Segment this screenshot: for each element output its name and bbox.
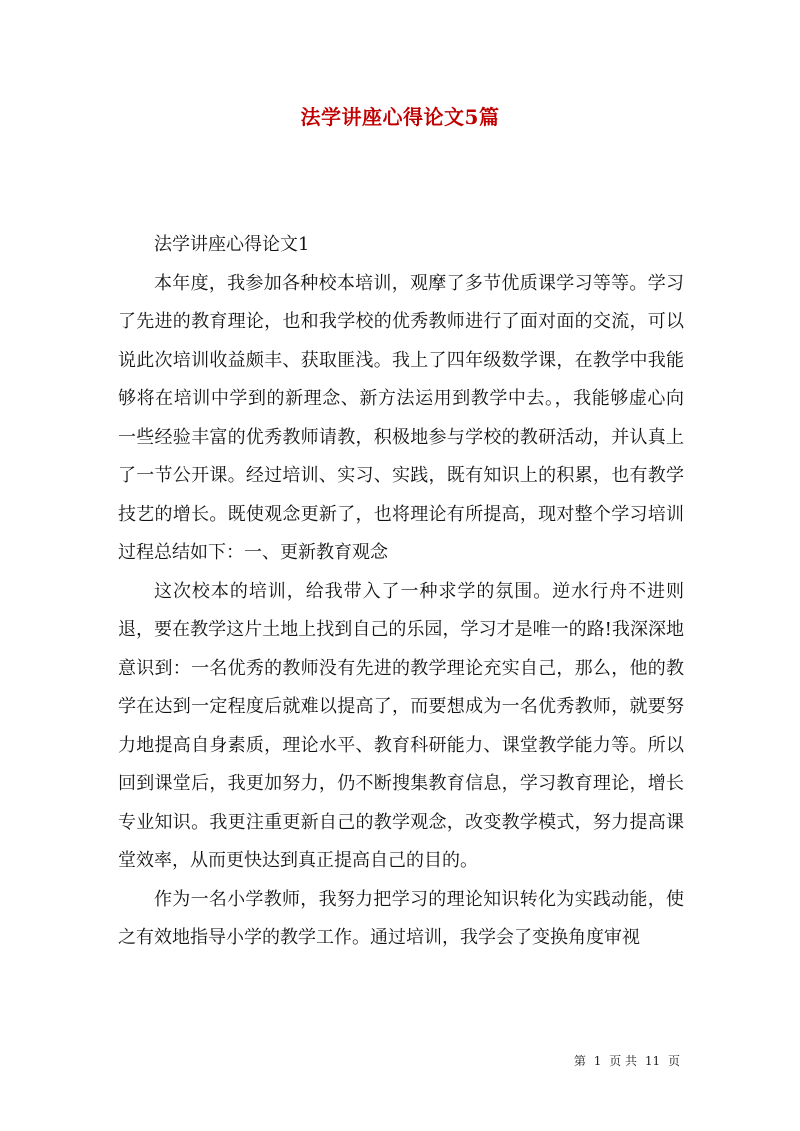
paragraph-1: 本年度，我参加各种校本培训，观摩了多节优质课学习等等。学习了先进的教育理论，也和我学校的优秀教师进行了面对面的交流，可以说此次培训收益颇丰、获取匪浅。我上了四年级数学课，在教学中我能够将在培训中学到的新理念、新方法运用到教学中去。，我能够虚心向一些经验丰富的优秀教师请教，积极地参与学校的教研活动，并认真上了一节公开课。经过培训、实习、实践，既有知识上的积累，也有教学技艺的增长。既使观念更新了，也将理论有所提高，现对整个学习培训过程总结如下：一、更新教育观念 <box>118 272 684 563</box>
paragraph-3: 作为一名小学教师，我努力把学习的理论知识转化为实践动能，使之有效地指导小学的教学工作。通过培训，我学会了变换角度审视 <box>118 888 684 948</box>
current-page-number: 1 <box>593 1054 602 1068</box>
section-heading: 法学讲座心得论文1 <box>154 234 310 255</box>
document-body <box>118 226 684 958</box>
paragraph-2: 这次校本的培训，给我带入了一种求学的氛围。逆水行舟不进则退，要在教学这片土地上找到自己的乐园，学习才是唯一的路!我深深地意识到：一名优秀的教师没有先进的教学理论充实自己，那么，他的教学在达到一定程度后就难以提高了，而要想成为一名优秀教师，就要努力地提高自身素质，理论水平、教育科研能力、课堂教学能力等。所以回到课堂后，我更加努力，仍不断搜集教育信息，学习教育理论，增长专业知识。我更注重更新自己的教学观念，改变教学模式，努力提高课堂效率，从而更快达到真正提高自己的目的。 <box>118 580 684 871</box>
footer-prefix: 第 <box>573 1054 586 1068</box>
total-page-count: 11 <box>644 1054 661 1068</box>
footer-suffix: 页 <box>667 1054 680 1068</box>
page-number-footer <box>572 1052 682 1069</box>
page-title: 法学讲座心得论文5篇 <box>300 105 500 129</box>
footer-middle-text: 页 共 <box>609 1054 638 1068</box>
